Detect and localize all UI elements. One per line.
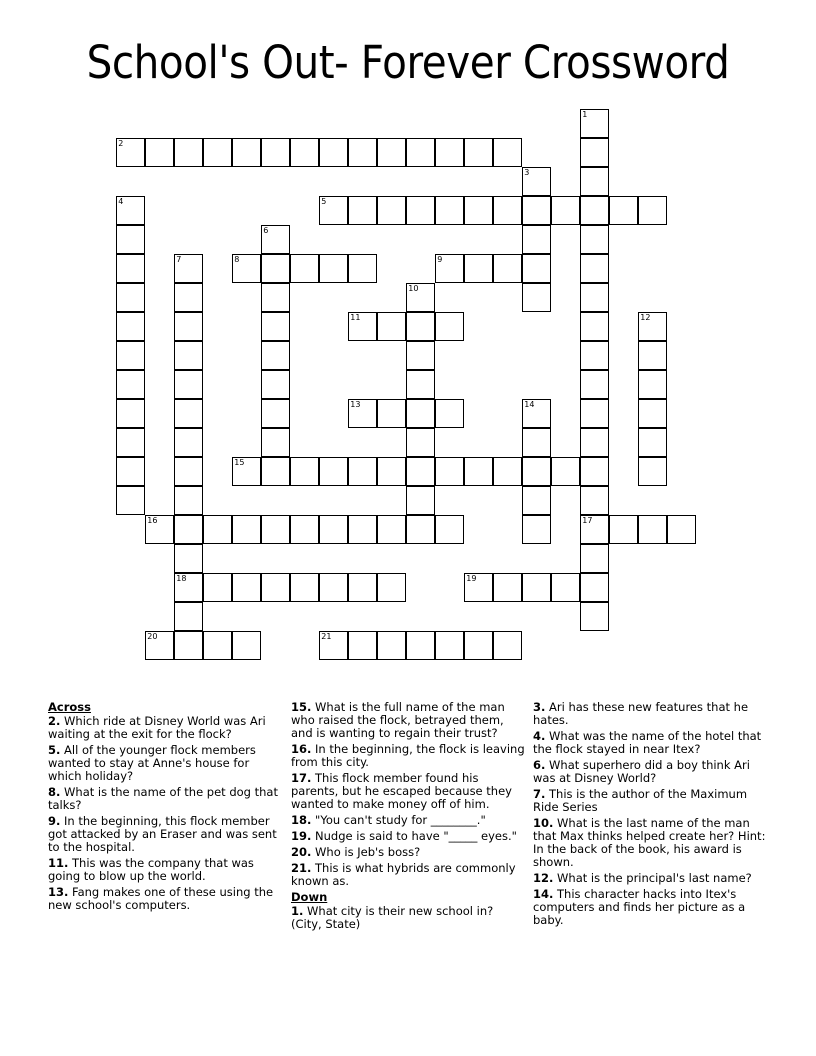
grid-cell[interactable] (435, 254, 464, 283)
clue-text: "You can't study for ________." (311, 813, 486, 827)
grid-cell[interactable] (377, 631, 406, 660)
clue-text: What is the name of the pet dog that talks? (48, 785, 278, 812)
grid-cell[interactable] (493, 254, 522, 283)
clue-item (533, 759, 768, 785)
clue-item (291, 701, 526, 740)
grid-cell[interactable] (493, 631, 522, 660)
grid-cell[interactable] (174, 138, 203, 167)
clue-number: 10 (408, 284, 419, 294)
clue-text: This is the author of the Maximum Ride Series (533, 787, 748, 814)
clue-number: 18 (176, 574, 187, 584)
clue-number: 16 (147, 516, 158, 526)
grid-cell[interactable] (580, 254, 609, 283)
grid-cell[interactable] (348, 138, 377, 167)
clue-number: 14 (524, 400, 535, 410)
clue-number: 21 (321, 632, 332, 642)
clue-text: Fang makes one of these using the new school's computers. (48, 885, 274, 912)
grid-cell[interactable] (261, 312, 290, 341)
grid-cell[interactable] (464, 138, 493, 167)
grid-cell[interactable] (261, 573, 290, 602)
grid-cell[interactable] (435, 399, 464, 428)
clue-text: Nudge is said to have "_____ eyes." (311, 829, 517, 843)
grid-cell[interactable] (261, 428, 290, 457)
clue-item (291, 743, 526, 769)
grid-cell[interactable] (319, 196, 348, 225)
grid-cell[interactable] (638, 370, 667, 399)
grid-cell[interactable] (174, 486, 203, 515)
clue-item (291, 814, 526, 827)
grid-cell[interactable] (580, 225, 609, 254)
grid-cell[interactable] (406, 515, 435, 544)
clue-number: 5 (321, 197, 327, 207)
grid-cell[interactable] (638, 515, 667, 544)
grid-cell[interactable] (522, 399, 551, 428)
grid-cell[interactable] (203, 515, 232, 544)
grid-cell[interactable] (203, 573, 232, 602)
grid-cell[interactable] (319, 254, 348, 283)
grid-cell[interactable] (464, 457, 493, 486)
grid-cell[interactable] (116, 254, 145, 283)
grid-cell[interactable] (174, 312, 203, 341)
clue-num: 7. (533, 787, 546, 801)
clue-text: What is the last name of the man that Max thinks helped create her? Hint: In the back of the book, his award is shown. (533, 816, 766, 869)
grid-cell[interactable] (348, 457, 377, 486)
grid-cell[interactable] (638, 428, 667, 457)
clue-text: All of the younger flock members wanted to stay at Anne's house for which holiday? (48, 743, 256, 783)
clue-number: 2 (118, 139, 124, 149)
grid-cell[interactable] (174, 428, 203, 457)
grid-cell[interactable] (406, 399, 435, 428)
clue-number: 11 (350, 313, 361, 323)
clue-num: 17. (291, 771, 312, 785)
clue-number: 1 (582, 110, 588, 120)
grid-cell[interactable] (522, 225, 551, 254)
grid-cell[interactable] (116, 341, 145, 370)
grid-cell[interactable] (348, 254, 377, 283)
clue-num: 19. (291, 829, 312, 843)
grid-cell[interactable] (145, 515, 174, 544)
grid-cell[interactable] (145, 631, 174, 660)
grid-cell[interactable] (116, 196, 145, 225)
clue-num: 13. (48, 885, 69, 899)
grid-cell[interactable] (522, 428, 551, 457)
grid-cell[interactable] (464, 196, 493, 225)
grid-cell[interactable] (464, 631, 493, 660)
grid-cell[interactable] (232, 138, 261, 167)
clue-number: 6 (263, 226, 269, 236)
grid-cell[interactable] (406, 428, 435, 457)
grid-cell[interactable] (522, 283, 551, 312)
grid-cell[interactable] (493, 457, 522, 486)
grid-cell[interactable] (522, 196, 551, 225)
grid-cell[interactable] (638, 341, 667, 370)
grid-cell[interactable] (580, 312, 609, 341)
grid-cell[interactable] (580, 283, 609, 312)
clue-number: 9 (437, 255, 443, 265)
grid-cell[interactable] (406, 341, 435, 370)
grid-cell[interactable] (493, 573, 522, 602)
clue-num: 4. (533, 729, 546, 743)
clue-text: In the beginning, this flock member got attacked by an Eraser and was sent to the hospital. (48, 814, 277, 854)
clue-text: What city is their new school in? (City, State) (291, 904, 494, 931)
grid-cell[interactable] (580, 138, 609, 167)
grid-cell[interactable] (261, 225, 290, 254)
grid-cell[interactable] (261, 254, 290, 283)
grid-cell[interactable] (580, 457, 609, 486)
clue-number: 12 (640, 313, 651, 323)
across-heading: Across (48, 700, 91, 714)
grid-cell[interactable] (290, 254, 319, 283)
grid-cell[interactable] (377, 515, 406, 544)
grid-cell[interactable] (638, 312, 667, 341)
clue-number: 8 (234, 255, 240, 265)
grid-cell[interactable] (522, 167, 551, 196)
clues-column-3 (533, 701, 768, 930)
clue-number: 20 (147, 632, 158, 642)
clue-number: 13 (350, 400, 361, 410)
grid-cell[interactable] (174, 631, 203, 660)
grid-cell[interactable] (551, 457, 580, 486)
clue-number: 19 (466, 574, 477, 584)
clue-number: 17 (582, 516, 593, 526)
grid-cell[interactable] (667, 515, 696, 544)
grid-cell[interactable] (464, 254, 493, 283)
clue-num: 15. (291, 700, 312, 714)
clue-text: What superhero did a boy think Ari was at Disney World? (533, 758, 750, 785)
grid-cell[interactable] (348, 312, 377, 341)
grid-cell[interactable] (232, 573, 261, 602)
clue-item (533, 701, 768, 727)
grid-cell[interactable] (232, 515, 261, 544)
clue-text: This character hacks into Itex's computers and finds her picture as a baby. (533, 887, 746, 927)
grid-cell[interactable] (174, 399, 203, 428)
clue-item (291, 772, 526, 811)
grid-cell[interactable] (319, 457, 348, 486)
grid-cell[interactable] (116, 312, 145, 341)
grid-cell[interactable] (580, 196, 609, 225)
clues-column-1 (48, 701, 283, 915)
grid-cell[interactable] (174, 370, 203, 399)
grid-cell[interactable] (174, 573, 203, 602)
grid-cell[interactable] (522, 486, 551, 515)
clue-num: 8. (48, 785, 61, 799)
grid-cell[interactable] (580, 486, 609, 515)
grid-cell[interactable] (348, 196, 377, 225)
grid-cell[interactable] (319, 631, 348, 660)
clue-text: This is what hybrids are commonly known as. (291, 861, 516, 888)
grid-cell[interactable] (232, 631, 261, 660)
grid-cell[interactable] (116, 138, 145, 167)
grid-cell[interactable] (232, 457, 261, 486)
grid-cell[interactable] (174, 544, 203, 573)
grid-cell[interactable] (348, 573, 377, 602)
clue-item (291, 830, 526, 843)
grid-cell[interactable] (116, 428, 145, 457)
grid-cell[interactable] (435, 457, 464, 486)
grid-cell[interactable] (290, 457, 319, 486)
grid-cell[interactable] (406, 312, 435, 341)
clue-number: 7 (176, 255, 182, 265)
clue-text: Which ride at Disney World was Ari waiting at the exit for the flock? (48, 714, 266, 741)
grid-cell[interactable] (348, 631, 377, 660)
clue-text: In the beginning, the flock is leaving from this city. (291, 742, 525, 769)
grid-cell[interactable] (406, 283, 435, 312)
clue-item (291, 862, 526, 888)
grid-cell[interactable] (609, 196, 638, 225)
clue-num: 1. (291, 904, 304, 918)
grid-cell[interactable] (261, 341, 290, 370)
grid-cell[interactable] (203, 138, 232, 167)
grid-cell[interactable] (580, 370, 609, 399)
grid-cell[interactable] (319, 138, 348, 167)
grid-cell[interactable] (435, 631, 464, 660)
clue-text: This was the company that was going to blow up the world. (48, 856, 254, 883)
grid-cell[interactable] (551, 196, 580, 225)
grid-cell[interactable] (116, 457, 145, 486)
grid-cell[interactable] (261, 283, 290, 312)
grid-cell[interactable] (406, 196, 435, 225)
grid-cell[interactable] (493, 196, 522, 225)
grid-cell[interactable] (609, 515, 638, 544)
grid-cell[interactable] (261, 370, 290, 399)
grid-cell[interactable] (174, 341, 203, 370)
grid-cell[interactable] (377, 312, 406, 341)
clue-item (533, 730, 768, 756)
clue-num: 2. (48, 714, 61, 728)
grid-cell[interactable] (406, 631, 435, 660)
clue-item (291, 905, 526, 931)
grid-cell[interactable] (348, 399, 377, 428)
clue-number: 4 (118, 197, 124, 207)
grid-cell[interactable] (174, 457, 203, 486)
grid-cell[interactable] (406, 370, 435, 399)
grid-cell[interactable] (377, 196, 406, 225)
clue-item (533, 817, 768, 869)
grid-cell[interactable] (145, 138, 174, 167)
down-heading: Down (291, 890, 328, 904)
grid-cell[interactable] (174, 515, 203, 544)
grid-cell[interactable] (174, 602, 203, 631)
clue-item (48, 815, 283, 854)
clue-num: 10. (533, 816, 554, 830)
grid-cell[interactable] (261, 457, 290, 486)
grid-cell[interactable] (580, 573, 609, 602)
clue-num: 3. (533, 700, 546, 714)
grid-cell[interactable] (435, 312, 464, 341)
grid-cell[interactable] (116, 225, 145, 254)
grid-cell[interactable] (290, 573, 319, 602)
grid-cell[interactable] (203, 631, 232, 660)
clue-text: Ari has these new features that he hates. (533, 700, 749, 727)
grid-cell[interactable] (377, 399, 406, 428)
clue-num: 20. (291, 845, 312, 859)
clue-num: 5. (48, 743, 61, 757)
grid-cell[interactable] (174, 283, 203, 312)
clue-num: 11. (48, 856, 69, 870)
grid-cell[interactable] (116, 399, 145, 428)
clue-text: What is the full name of the man who raised the flock, betrayed them, and is wanting to regain their trust? (291, 700, 505, 740)
grid-cell[interactable] (580, 399, 609, 428)
grid-cell[interactable] (580, 544, 609, 573)
clue-num: 6. (533, 758, 546, 772)
clue-num: 21. (291, 861, 312, 875)
clue-number: 15 (234, 458, 245, 468)
grid-cell[interactable] (580, 167, 609, 196)
grid-cell[interactable] (435, 515, 464, 544)
clue-item (48, 886, 283, 912)
grid-cell[interactable] (551, 573, 580, 602)
clue-item (291, 846, 526, 859)
clue-item (48, 715, 283, 741)
grid-cell[interactable] (580, 602, 609, 631)
clue-text: What was the name of the hotel that the flock stayed in near Itex? (533, 729, 762, 756)
grid-cell[interactable] (522, 254, 551, 283)
grid-cell[interactable] (580, 515, 609, 544)
clue-text: What is the principal's last name? (553, 871, 752, 885)
grid-cell[interactable] (580, 109, 609, 138)
grid-cell[interactable] (580, 341, 609, 370)
grid-cell[interactable] (464, 573, 493, 602)
grid-cell[interactable] (261, 138, 290, 167)
grid-cell[interactable] (435, 196, 464, 225)
grid-cell[interactable] (261, 515, 290, 544)
grid-cell[interactable] (522, 457, 551, 486)
grid-cell[interactable] (638, 457, 667, 486)
grid-cell[interactable] (493, 138, 522, 167)
grid-cell[interactable] (232, 254, 261, 283)
grid-cell[interactable] (348, 515, 377, 544)
grid-cell[interactable] (116, 283, 145, 312)
clue-text: This flock member found his parents, but he escaped because they wanted to make money off of him. (291, 771, 512, 811)
clues-column-2 (291, 701, 526, 934)
clue-num: 12. (533, 871, 554, 885)
clue-number: 3 (524, 168, 530, 178)
clue-item (48, 857, 283, 883)
grid-cell[interactable] (261, 399, 290, 428)
grid-cell[interactable] (116, 370, 145, 399)
grid-cell[interactable] (522, 515, 551, 544)
clue-num: 16. (291, 742, 312, 756)
clue-item (48, 744, 283, 783)
grid-cell[interactable] (638, 196, 667, 225)
grid-cell[interactable] (116, 486, 145, 515)
grid-cell[interactable] (580, 428, 609, 457)
grid-cell[interactable] (406, 486, 435, 515)
grid-cell[interactable] (319, 515, 348, 544)
grid-cell[interactable] (319, 573, 348, 602)
grid-cell[interactable] (377, 573, 406, 602)
grid-cell[interactable] (435, 138, 464, 167)
grid-cell[interactable] (174, 254, 203, 283)
clue-item (48, 786, 283, 812)
clue-text: Who is Jeb's boss? (311, 845, 421, 859)
clue-item (533, 888, 768, 927)
clue-num: 14. (533, 887, 554, 901)
grid-cell[interactable] (406, 138, 435, 167)
grid-cell[interactable] (290, 138, 319, 167)
grid-cell[interactable] (522, 573, 551, 602)
grid-cell[interactable] (377, 457, 406, 486)
page-title: School's Out- Forever Crossword (86, 36, 730, 89)
grid-cell[interactable] (406, 457, 435, 486)
clue-item (533, 872, 768, 885)
grid-cell[interactable] (638, 399, 667, 428)
clue-num: 18. (291, 813, 312, 827)
clue-num: 9. (48, 814, 61, 828)
grid-cell[interactable] (377, 138, 406, 167)
clue-item (533, 788, 768, 814)
grid-cell[interactable] (290, 515, 319, 544)
